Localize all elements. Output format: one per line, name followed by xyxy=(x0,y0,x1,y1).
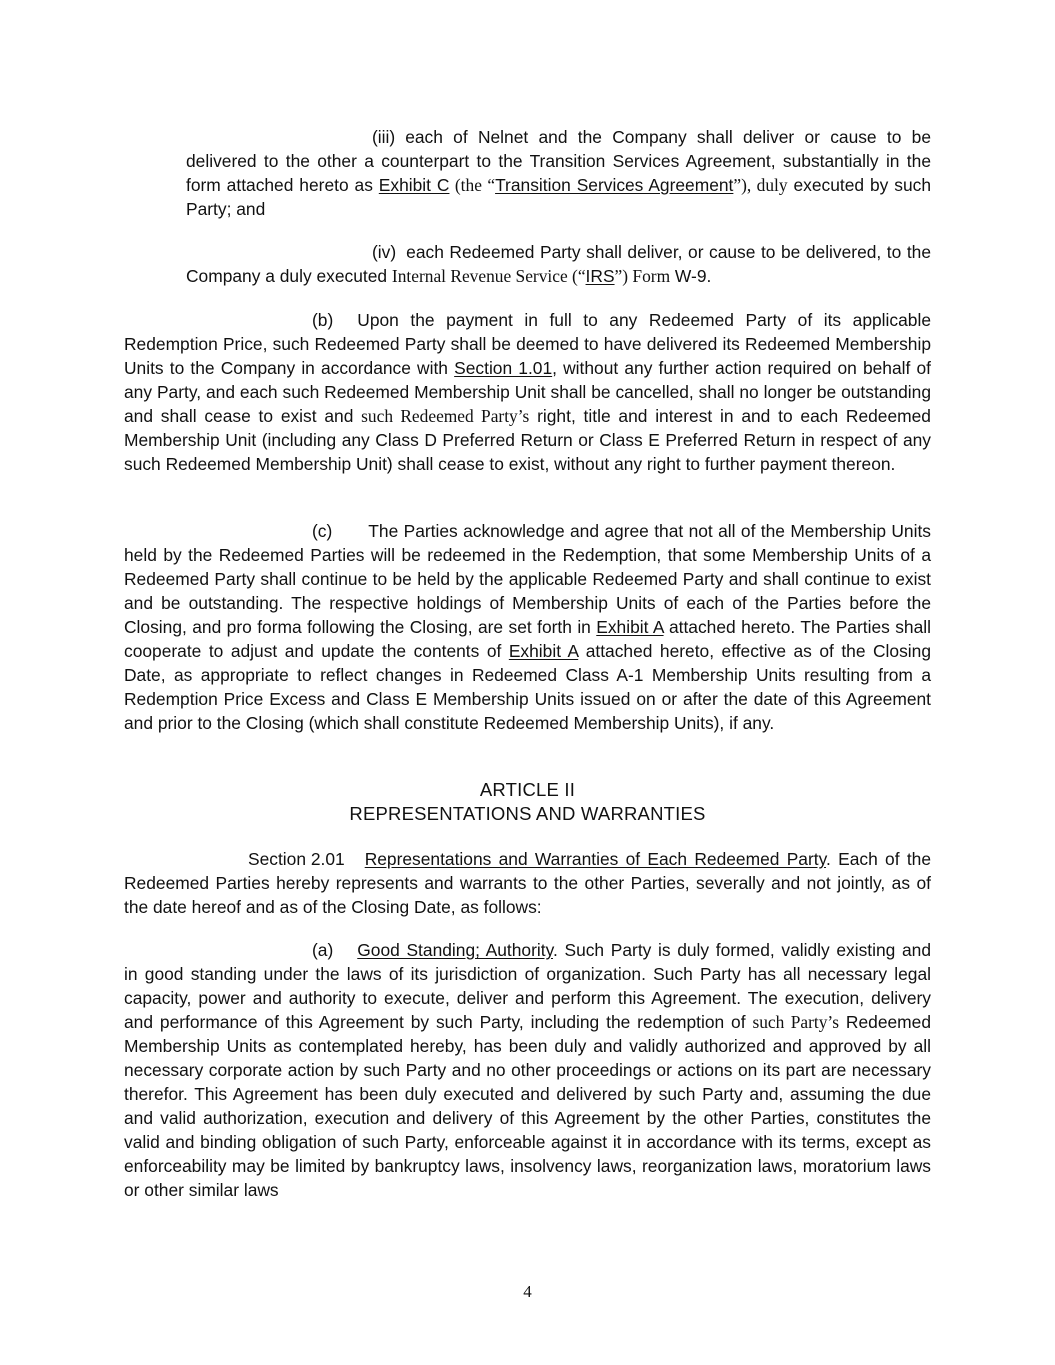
clause-text: . Such Party is duly formed, validly existing and in good standing under the laws of its jurisdiction of organization. Such Party has all necessary legal capacity, power and authority to execute, deliver and perform this Agreement. The execution, delivery and performance of this Agreement by such Party, including the redemption of xyxy=(124,940,931,1032)
clause-text: right, title and interest in and to each Redeemed Membership Unit (including any Class D Preferred Return or Class E Preferred Return in respect of any such Redeemed Membership Unit) shall cease to exist, without any right to further payment thereon. xyxy=(124,406,931,474)
clause-marker: (b) xyxy=(312,310,334,330)
clause-text: executed by such Party; and xyxy=(186,175,931,219)
clause-text: The Parties acknowledge and agree that not all of the Membership Units held by the Redeemed Parties will be redeemed in the Redemption, that some Membership Units of a Redeemed Party shall continue to be held by the applicable Redeemed Party and shall continue to exist and be outstanding. The respective holdings of Membership Units of each of the Parties before the Closing, and pro forma following the Closing, are set forth in xyxy=(124,521,931,637)
clause-text: Internal Revenue Service (“ xyxy=(391,266,586,286)
page-number: 4 xyxy=(523,1282,532,1301)
exhibit-reference: Exhibit A xyxy=(596,617,664,637)
defined-term: Transition Services Agreement xyxy=(495,175,734,195)
clause-text: such Party’s xyxy=(752,1012,840,1032)
clause-marker: (c) xyxy=(312,521,333,541)
clause-marker: (a) xyxy=(312,940,334,960)
defined-term: IRS xyxy=(585,266,615,286)
clause-text: such Redeemed Party’s xyxy=(361,406,530,426)
clause-text: attached hereto. The Parties shall cooperate to adjust and update the contents of xyxy=(124,617,932,661)
clause-iii xyxy=(186,125,931,221)
clause-text: Redeemed Membership Units as contemplated hereby, has been duly and validly authorized and approved by all necessary corporate action by such Party and no other proceedings or actions on its part are necessary therefor. This Agreement has been duly executed and delivered by such Party and, assuming the due and valid authorization, execution and delivery of this Agreement by the other Parties, constitutes the valid and binding obligation of such Party, enforceable against it in accordance with its terms, except as enforceability may be limited by bankruptcy laws, insolvency laws, reorganization laws, moratorium laws or other similar laws xyxy=(124,1012,931,1200)
clause-c xyxy=(124,519,931,735)
clause-marker: (iv) xyxy=(372,242,397,262)
section-text: . Each of the Redeemed Parties hereby represents and warrants to the other Parties, severally and not jointly, as of the date hereof and as of the Closing Date, as follows: xyxy=(124,849,931,917)
clause-text: ”), duly xyxy=(733,175,788,195)
clause-text: , without any further action required on behalf of any Party, and each such Redeemed Membership Unit shall be cancelled, shall no longer be outstanding and shall cease to exist and xyxy=(124,358,931,426)
clause-title: Good Standing; Authority xyxy=(357,940,553,960)
clause-iv xyxy=(186,240,931,288)
section-label: Section 2.01 xyxy=(248,849,345,869)
exhibit-reference: Exhibit A xyxy=(508,641,579,661)
exhibit-reference: Exhibit C xyxy=(378,175,450,195)
article-title: REPRESENTATIONS AND WARRANTIES xyxy=(349,803,706,824)
section-title: Representations and Warranties of Each Redeemed Party xyxy=(364,849,826,869)
clause-b xyxy=(124,308,931,476)
article-number: ARTICLE II xyxy=(479,779,576,800)
clause-text: each of Nelnet and the Company shall deliver or cause to be delivered to the other a counterpart to the Transition Services Agreement, substantially in the form attached hereto as xyxy=(186,127,931,195)
section-2-01 xyxy=(124,847,931,919)
clause-text: each Redeemed Party shall deliver, or cause to be delivered, to the Company a duly executed xyxy=(186,242,931,286)
clause-text: attached hereto, effective as of the Closing Date, as appropriate to reflect changes in Redeemed Class A-1 Membership Units resulting from a Redemption Price Excess and Class E Membership Units issued on or after the date of this Agreement and prior to the Closing (which shall constitute Redeemed Membership Units), if any. xyxy=(124,641,931,733)
clause-text: Upon the payment in full to any Redeemed Party of its applicable Redemption Price, such Redeemed Party shall be deemed to have delivered its Redeemed Membership Units to the Company in accordance with xyxy=(124,310,931,378)
clause-text: ”) Form xyxy=(614,266,671,286)
clause-text: (the “ xyxy=(449,175,496,195)
clause-text: W-9. xyxy=(670,266,712,286)
clause-marker: (iii) xyxy=(372,127,396,147)
section-reference: Section 1.01 xyxy=(454,358,553,378)
clause-a xyxy=(124,938,931,1202)
